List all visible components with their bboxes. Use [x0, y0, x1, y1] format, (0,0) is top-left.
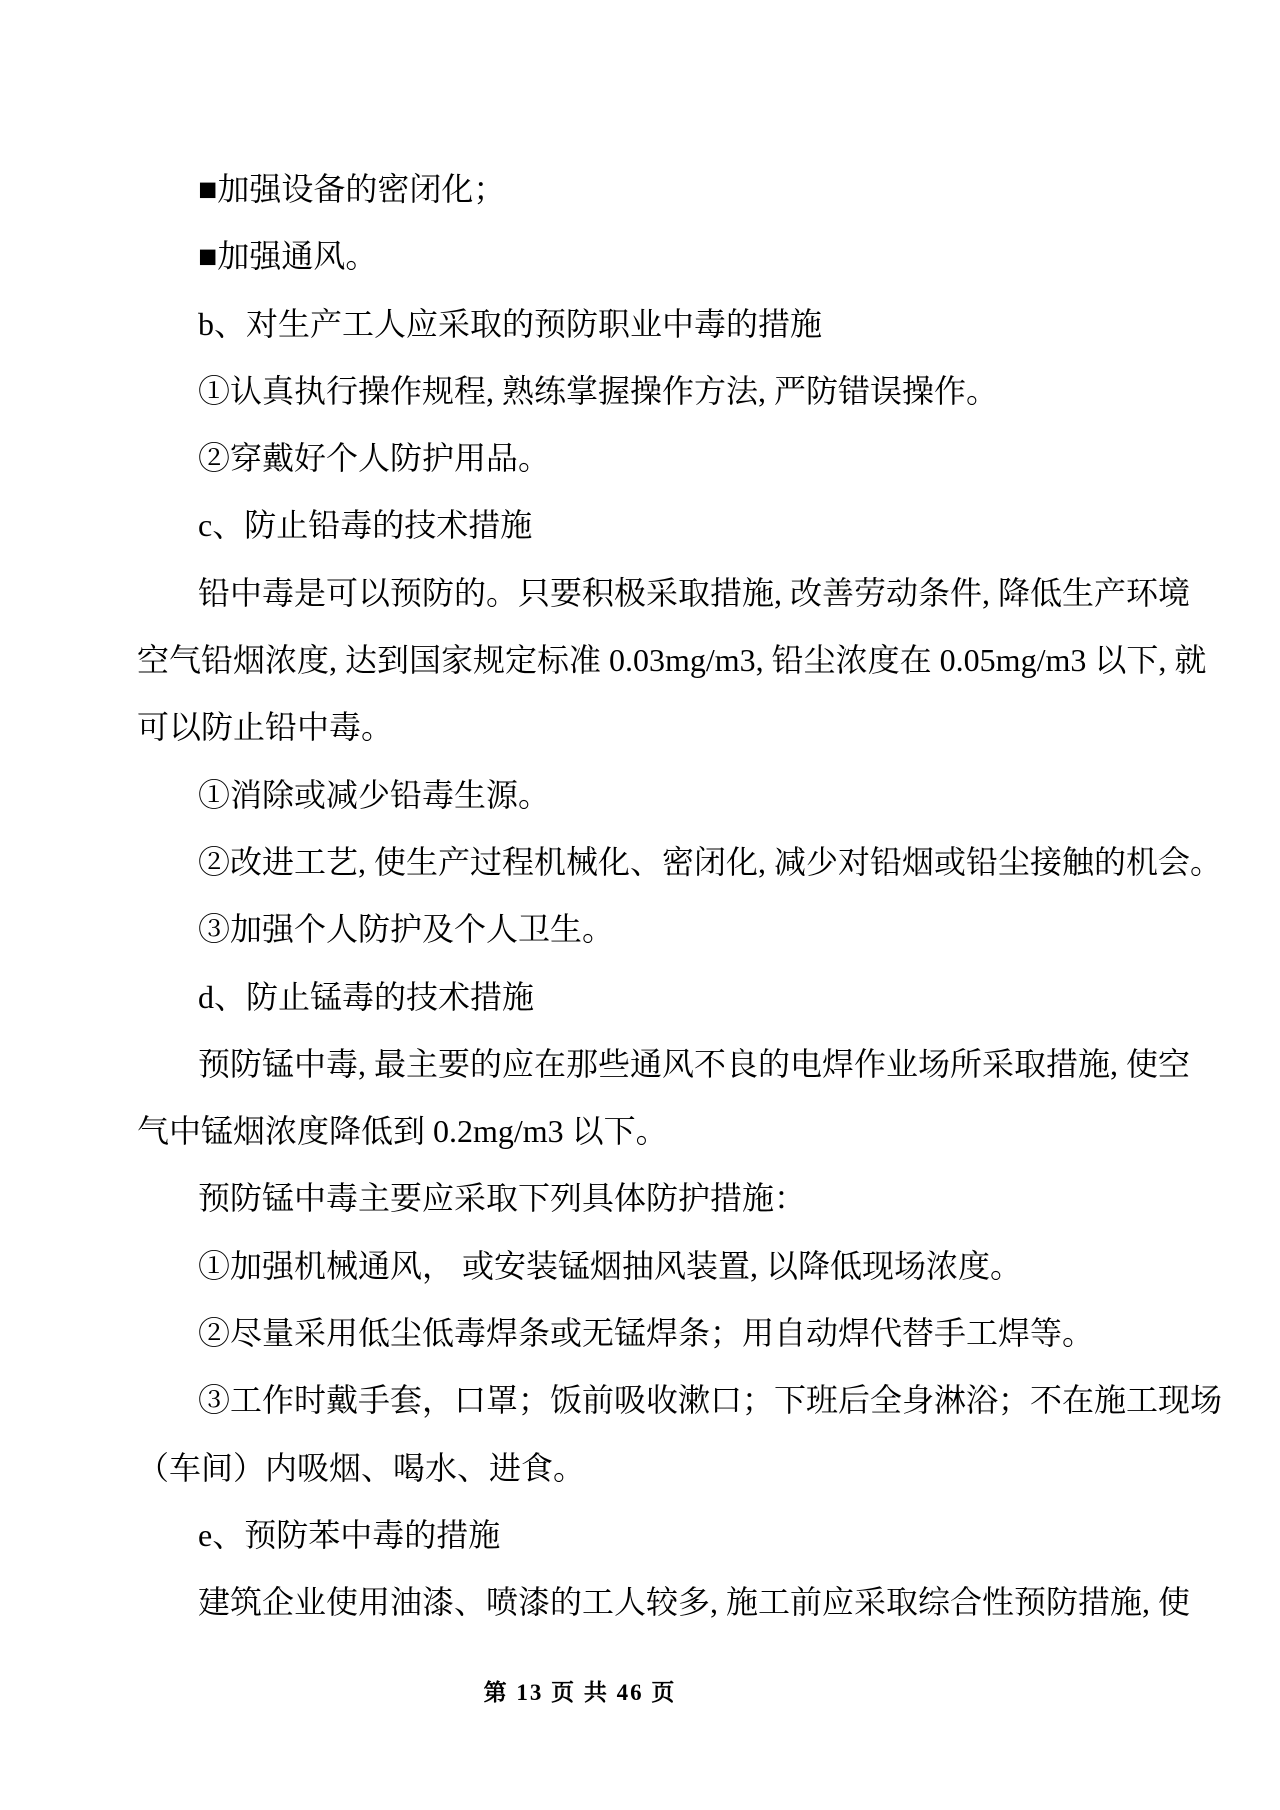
text-line: 预防锰中毒, 最主要的应在那些通风不良的电焊作业场所采取措施, 使空	[198, 1045, 1191, 1082]
page-number-footer: 第 13 页 共 46 页	[483, 1680, 677, 1705]
text-line: c、防止铅毒的技术措施	[198, 507, 533, 544]
text-line: 可以防止铅中毒。	[137, 709, 394, 746]
text-line: 空气铅烟浓度, 达到国家规定标准 0.03mg/m3, 铅尘浓度在 0.05mg/m3 以下, 就	[137, 642, 1207, 679]
text-line: 预防锰中毒主要应采取下列具体防护措施：	[198, 1180, 807, 1217]
text-line: 铅中毒是可以预防的。只要积极采取措施, 改善劳动条件, 降低生产环境	[198, 574, 1191, 611]
text-line: d、防止锰毒的技术措施	[198, 978, 535, 1015]
document-body	[137, 156, 1223, 1637]
text-line: e、预防苯中毒的措施	[198, 1516, 501, 1553]
text-line: （车间）内吸烟、喝水、进食。	[137, 1449, 586, 1486]
text-line: ①认真执行操作规程, 熟练掌握操作方法, 严防错误操作。	[198, 372, 999, 409]
text-line: ②改进工艺, 使生产过程机械化、密闭化, 减少对铅烟或铅尘接触的机会。	[198, 843, 1223, 880]
text-line: 气中锰烟浓度降低到 0.2mg/m3 以下。	[137, 1113, 668, 1150]
text-line: ■加强通风。	[198, 238, 378, 275]
text-line: ③加强个人防护及个人卫生。	[198, 911, 615, 948]
text-line: 建筑企业使用油漆、喷漆的工人较多, 施工前应采取综合性预防措施, 使	[198, 1584, 1191, 1621]
text-line: ②穿戴好个人防护用品。	[198, 440, 551, 477]
text-line: b、对生产工人应采取的预防职业中毒的措施	[198, 305, 823, 342]
text-line: ③工作时戴手套，口罩；饭前吸收漱口；下班后全身淋浴；不在施工现场	[198, 1382, 1223, 1419]
text-line: ■加强设备的密闭化；	[198, 171, 506, 207]
text-line: ①消除或减少铅毒生源。	[198, 776, 551, 813]
text-line: ②尽量采用低尘低毒焊条或无锰焊条；用自动焊代替手工焊等。	[198, 1315, 1095, 1352]
text-line: ①加强机械通风， 或安装锰烟抽风装置, 以降低现场浓度。	[198, 1247, 1023, 1284]
